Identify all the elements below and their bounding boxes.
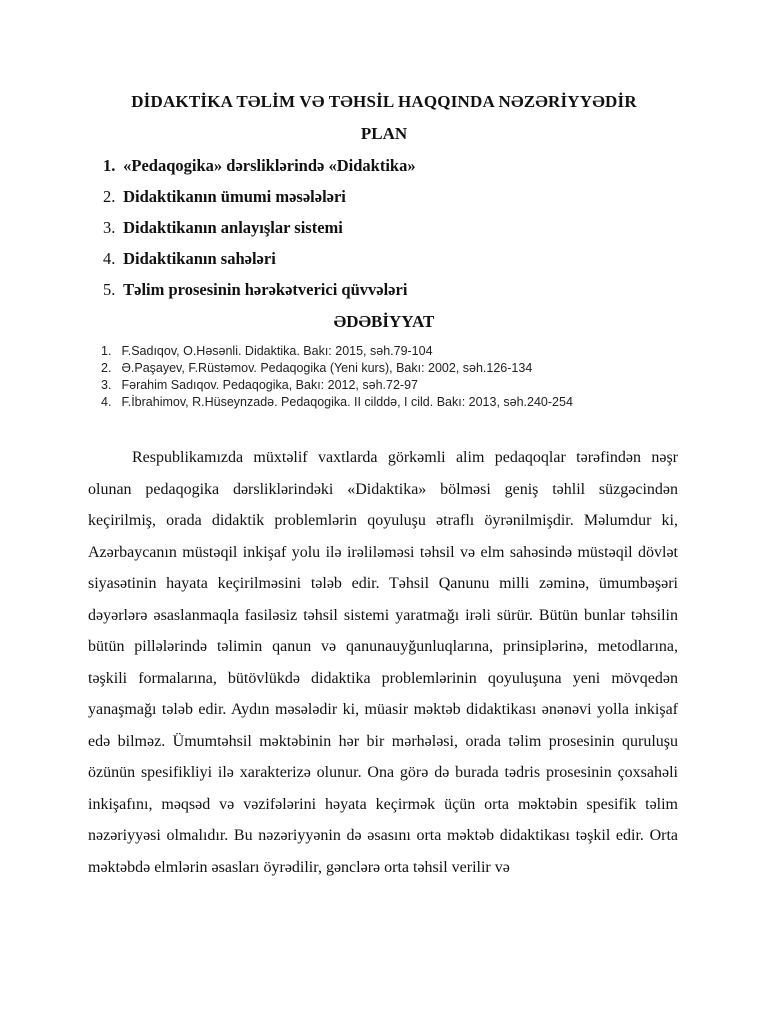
- plan-item-text: Didaktikanın anlayışlar sistemi: [123, 218, 343, 237]
- reference-item: [101, 394, 573, 411]
- reference-text: F.Sadıqov, O.Həsənli. Didaktika. Bakı: 2015, səh.79-104: [121, 344, 433, 358]
- plan-item-number: 4.: [103, 249, 116, 268]
- plan-item-number: 5.: [103, 280, 116, 299]
- reference-text: Ə.Paşayev, F.Rüstəmov. Pedaqogika (Yeni kurs), Bakı: 2002, səh.126-134: [121, 361, 533, 375]
- plan-item-text: «Pedaqogika» dərsliklərində «Didaktika»: [123, 156, 416, 175]
- reference-item: [101, 377, 573, 394]
- reference-text: Fərahim Sadıqov. Pedaqogika, Bakı: 2012, səh.72-97: [121, 378, 418, 392]
- reference-number: 3.: [101, 378, 112, 392]
- plan-item: [103, 248, 416, 279]
- reference-item: [101, 343, 573, 360]
- plan-item: [103, 186, 416, 217]
- reference-number: 1.: [101, 344, 112, 358]
- plan-heading: PLAN: [360, 124, 408, 143]
- references-heading: ƏDƏBİYYAT: [333, 312, 435, 331]
- plan-item-text: Təlim prosesinin hərəkətverici qüvvələri: [123, 280, 408, 299]
- plan-item: [103, 279, 416, 310]
- document-title: DİDAKTİKA TƏLİM VƏ TƏHSİL HAQQINDA NƏZƏRİYYƏDİR: [131, 92, 637, 111]
- references-list: [101, 343, 573, 411]
- plan-item-number: 1.: [103, 156, 116, 175]
- plan-item: [103, 217, 416, 248]
- plan-item-number: 3.: [103, 218, 116, 237]
- body-paragraph: Respublikamızda müxtəlif vaxtlarda görkəmli alim pedaqoqlar tərəfindən nəşr olunan pedaqogika dərsliklərindəki «Didaktika» bölməsi geniş təhlil süzgəcindən keçirilmiş, orada didaktik problemlərin qoyuluşu ətraflı öyrənilmişdir. Məlumdur ki, Azərbaycanın müstəqil inkişaf yolu ilə irəliləməsi təhsil və elm sahəsində müstəqil dövlət siyasətinin hayata keçirilməsini tələb edir. Təhsil Qanunu milli zəminə, ümumbəşəri dəyərlərə əsaslanmaqla fasiləsiz təhsil sistemi yaratmağı irəli sürür. Bütün bunlar təhsilin bütün pillələrində təlimin qanun və qanunauyğunluqlarına, prinsiplərinə, metodlarına, təşkili formalarına, bütövlükdə didaktika problemlərinin qoyuluşuna yeni mövqedən yanaşmağı tələb edir. Aydın məsələdir ki, müasir məktəb didaktikası ənənəvi yolla inkişaf edə bilməz. Ümumtəhsil məktəbinin hər bir mərhələsi, orada təlim prosesinin quruluşu özünün spesifikliyi ilə xarakterizə olunur. Ona görə də burada tədris prosesinin çoxsahəli inkişafını, məqsəd və vəzifələrini həyata keçirmək üçün orta məktəbin spesifik təlim nəzəriyyəsi olmalıdır. Bu nəzəriyyənin də əsasını orta məktəb didaktikası təşkil edir. Orta məktəbdə elmlərin əsasları öyrədilir, gənclərə orta təhsil verilir və: [88, 449, 678, 876]
- plan-item-number: 2.: [103, 187, 116, 206]
- plan-item-text: Didaktikanın sahələri: [123, 249, 276, 268]
- plan-list: [103, 155, 416, 310]
- plan-item-text: Didaktikanın ümumi məsələləri: [123, 187, 346, 206]
- reference-number: 4.: [101, 395, 112, 409]
- plan-item: [103, 155, 416, 186]
- reference-number: 2.: [101, 361, 112, 375]
- reference-item: [101, 360, 573, 377]
- reference-text: F.İbrahimov, R.Hüseynzadə. Pedaqogika. II cilddə, I cild. Bakı: 2013, səh.240-254: [121, 395, 573, 409]
